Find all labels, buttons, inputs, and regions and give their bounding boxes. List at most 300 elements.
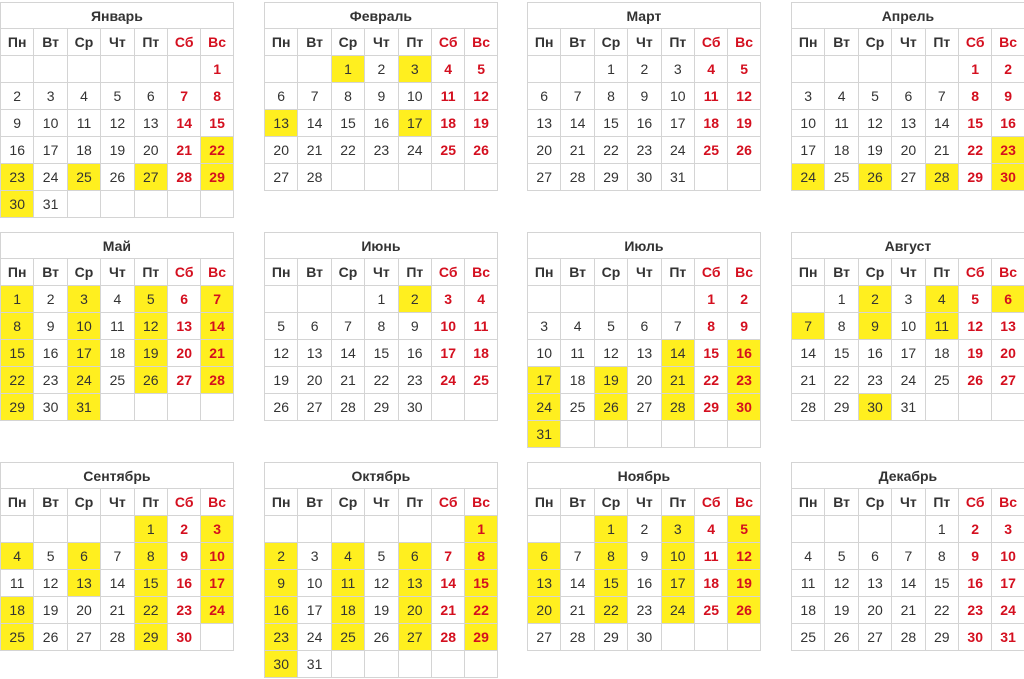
day-cell: 6 [297, 313, 330, 340]
empty-cell [331, 164, 364, 191]
empty-cell [364, 164, 397, 191]
day-cell: 19 [464, 110, 497, 137]
day-cell: 8 [594, 83, 627, 110]
weekday-header: Пт [134, 259, 167, 286]
weekday-header: Вт [824, 29, 857, 56]
empty-cell [627, 286, 660, 313]
day-cell: 17 [67, 340, 100, 367]
day-cell: 31 [661, 164, 694, 191]
day-cell: 5 [464, 56, 497, 83]
month-title: Август [791, 232, 1024, 259]
day-cell: 31 [991, 624, 1024, 651]
day-cell: 18 [331, 597, 364, 624]
month-title: Ноябрь [527, 462, 761, 489]
weekday-header: Сб [167, 259, 200, 286]
day-cell: 22 [824, 367, 857, 394]
day-cell: 23 [33, 367, 66, 394]
day-cell: 5 [264, 313, 297, 340]
day-cell: 15 [0, 340, 33, 367]
day-cell: 11 [0, 570, 33, 597]
day-cell: 7 [560, 83, 593, 110]
weekday-header: Вс [464, 29, 497, 56]
day-cell: 25 [560, 394, 593, 421]
day-cell: 30 [0, 191, 33, 218]
weekday-header: Пн [527, 259, 560, 286]
day-cell: 2 [727, 286, 760, 313]
empty-cell [297, 516, 330, 543]
day-cell: 20 [264, 137, 297, 164]
day-cell: 19 [727, 110, 760, 137]
day-cell: 28 [925, 164, 958, 191]
weekday-header: Чт [627, 489, 660, 516]
day-cell: 15 [824, 340, 857, 367]
weekday-header: Пт [925, 29, 958, 56]
day-cell: 13 [67, 570, 100, 597]
day-cell: 26 [33, 624, 66, 651]
day-cell: 24 [67, 367, 100, 394]
day-cell: 16 [627, 110, 660, 137]
day-cell: 30 [991, 164, 1024, 191]
weekday-header: Вс [464, 489, 497, 516]
empty-cell [200, 191, 233, 218]
day-cell: 28 [167, 164, 200, 191]
day-cell: 14 [560, 570, 593, 597]
day-cell: 15 [200, 110, 233, 137]
weekday-header: Чт [891, 489, 924, 516]
empty-cell [100, 191, 133, 218]
day-cell: 12 [134, 313, 167, 340]
weekday-header: Пт [134, 29, 167, 56]
day-cell: 4 [331, 543, 364, 570]
weekday-header: Чт [891, 259, 924, 286]
weekday-header: Вс [727, 29, 760, 56]
empty-cell [331, 651, 364, 678]
day-cell: 7 [200, 286, 233, 313]
day-cell: 10 [527, 340, 560, 367]
day-cell: 8 [824, 313, 857, 340]
weekday-header: Пн [527, 29, 560, 56]
empty-cell [824, 56, 857, 83]
day-cell: 20 [134, 137, 167, 164]
day-cell: 12 [594, 340, 627, 367]
empty-cell [264, 286, 297, 313]
day-cell: 11 [431, 83, 464, 110]
day-cell: 27 [67, 624, 100, 651]
day-cell: 15 [594, 110, 627, 137]
day-cell: 30 [858, 394, 891, 421]
day-cell: 11 [331, 570, 364, 597]
empty-cell [364, 516, 397, 543]
day-cell: 4 [560, 313, 593, 340]
empty-cell [167, 191, 200, 218]
weekday-header: Пн [0, 489, 33, 516]
day-cell: 23 [858, 367, 891, 394]
empty-cell [958, 394, 991, 421]
day-cell: 22 [464, 597, 497, 624]
day-cell: 22 [134, 597, 167, 624]
weekday-header: Вс [991, 489, 1024, 516]
day-cell: 17 [661, 110, 694, 137]
weekday-header: Вт [560, 29, 593, 56]
day-cell: 30 [264, 651, 297, 678]
day-cell: 4 [791, 543, 824, 570]
day-cell: 9 [398, 313, 431, 340]
day-cell: 27 [527, 624, 560, 651]
weekday-header: Ср [331, 259, 364, 286]
day-cell: 18 [925, 340, 958, 367]
empty-cell [891, 56, 924, 83]
day-cell: 31 [527, 421, 560, 448]
day-cell: 25 [694, 597, 727, 624]
weekday-header: Вт [560, 489, 593, 516]
day-cell: 5 [594, 313, 627, 340]
month-title: Июнь [264, 232, 498, 259]
day-cell: 14 [925, 110, 958, 137]
weekday-header: Вт [824, 259, 857, 286]
day-cell: 7 [167, 83, 200, 110]
day-cell: 25 [331, 624, 364, 651]
day-cell: 9 [858, 313, 891, 340]
day-cell: 11 [694, 543, 727, 570]
day-cell: 21 [891, 597, 924, 624]
month-title: Май [0, 232, 234, 259]
weekday-header: Вс [991, 29, 1024, 56]
day-cell: 19 [100, 137, 133, 164]
day-cell: 20 [67, 597, 100, 624]
day-cell: 20 [297, 367, 330, 394]
empty-cell [200, 624, 233, 651]
day-cell: 28 [791, 394, 824, 421]
day-cell: 8 [134, 543, 167, 570]
day-cell: 24 [527, 394, 560, 421]
day-cell: 2 [858, 286, 891, 313]
day-cell: 12 [464, 83, 497, 110]
day-cell: 4 [694, 516, 727, 543]
day-cell: 3 [791, 83, 824, 110]
day-cell: 26 [824, 624, 857, 651]
weekday-header: Пн [791, 489, 824, 516]
empty-cell [100, 394, 133, 421]
day-cell: 2 [364, 56, 397, 83]
day-cell: 18 [791, 597, 824, 624]
day-cell: 11 [694, 83, 727, 110]
empty-cell [694, 624, 727, 651]
day-cell: 7 [100, 543, 133, 570]
empty-cell [134, 56, 167, 83]
day-cell: 15 [694, 340, 727, 367]
day-cell: 5 [727, 56, 760, 83]
empty-cell [134, 191, 167, 218]
day-cell: 8 [200, 83, 233, 110]
day-cell: 20 [991, 340, 1024, 367]
day-cell: 28 [431, 624, 464, 651]
day-cell: 18 [464, 340, 497, 367]
empty-cell [398, 164, 431, 191]
day-cell: 14 [661, 340, 694, 367]
weekday-header: Сб [167, 29, 200, 56]
weekday-header: Ср [594, 29, 627, 56]
day-cell: 4 [824, 83, 857, 110]
day-cell: 10 [67, 313, 100, 340]
day-cell: 19 [727, 570, 760, 597]
weekday-header: Сб [958, 259, 991, 286]
day-cell: 3 [661, 56, 694, 83]
day-cell: 14 [891, 570, 924, 597]
day-cell: 9 [627, 83, 660, 110]
day-cell: 8 [0, 313, 33, 340]
month-title: Апрель [791, 2, 1024, 29]
weekday-header: Чт [891, 29, 924, 56]
day-cell: 2 [958, 516, 991, 543]
day-cell: 2 [33, 286, 66, 313]
day-cell: 26 [958, 367, 991, 394]
day-cell: 23 [627, 597, 660, 624]
weekday-header: Пт [398, 29, 431, 56]
day-cell: 30 [727, 394, 760, 421]
weekday-header: Чт [627, 259, 660, 286]
empty-cell [0, 56, 33, 83]
day-cell: 28 [200, 367, 233, 394]
day-cell: 13 [527, 110, 560, 137]
day-cell: 12 [824, 570, 857, 597]
day-cell: 29 [134, 624, 167, 651]
day-cell: 30 [627, 624, 660, 651]
empty-cell [560, 421, 593, 448]
empty-cell [925, 394, 958, 421]
day-cell: 21 [431, 597, 464, 624]
day-cell: 29 [694, 394, 727, 421]
weekday-header: Сб [958, 29, 991, 56]
day-cell: 16 [364, 110, 397, 137]
day-cell: 8 [694, 313, 727, 340]
weekday-header: Сб [694, 29, 727, 56]
day-cell: 2 [627, 516, 660, 543]
day-cell: 23 [398, 367, 431, 394]
day-cell: 12 [858, 110, 891, 137]
weekday-header: Вс [991, 259, 1024, 286]
month-title: Сентябрь [0, 462, 234, 489]
empty-cell [33, 516, 66, 543]
day-cell: 20 [167, 340, 200, 367]
day-cell: 6 [527, 543, 560, 570]
day-cell: 18 [431, 110, 464, 137]
empty-cell [727, 164, 760, 191]
weekday-header: Чт [100, 259, 133, 286]
empty-cell [727, 421, 760, 448]
day-cell: 7 [791, 313, 824, 340]
day-cell: 15 [331, 110, 364, 137]
day-cell: 8 [364, 313, 397, 340]
day-cell: 26 [858, 164, 891, 191]
day-cell: 24 [891, 367, 924, 394]
day-cell: 1 [464, 516, 497, 543]
empty-cell [67, 56, 100, 83]
day-cell: 28 [297, 164, 330, 191]
day-cell: 12 [100, 110, 133, 137]
day-cell: 1 [200, 56, 233, 83]
day-cell: 21 [791, 367, 824, 394]
day-cell: 22 [694, 367, 727, 394]
day-cell: 14 [791, 340, 824, 367]
day-cell: 1 [331, 56, 364, 83]
day-cell: 19 [594, 367, 627, 394]
day-cell: 29 [0, 394, 33, 421]
empty-cell [134, 394, 167, 421]
empty-cell [33, 56, 66, 83]
empty-cell [560, 516, 593, 543]
day-cell: 20 [527, 137, 560, 164]
empty-cell [527, 56, 560, 83]
weekday-header: Сб [431, 29, 464, 56]
day-cell: 15 [925, 570, 958, 597]
day-cell: 11 [464, 313, 497, 340]
day-cell: 7 [661, 313, 694, 340]
day-cell: 28 [560, 164, 593, 191]
day-cell: 1 [364, 286, 397, 313]
day-cell: 11 [560, 340, 593, 367]
day-cell: 18 [67, 137, 100, 164]
day-cell: 26 [727, 597, 760, 624]
weekday-header: Ср [594, 489, 627, 516]
day-cell: 9 [364, 83, 397, 110]
empty-cell [431, 651, 464, 678]
day-cell: 21 [661, 367, 694, 394]
day-cell: 10 [297, 570, 330, 597]
day-cell: 7 [925, 83, 958, 110]
month-title: Декабрь [791, 462, 1024, 489]
day-cell: 3 [527, 313, 560, 340]
day-cell: 23 [167, 597, 200, 624]
day-cell: 3 [891, 286, 924, 313]
weekday-header: Вс [464, 259, 497, 286]
day-cell: 9 [167, 543, 200, 570]
weekday-header: Пт [661, 489, 694, 516]
day-cell: 18 [824, 137, 857, 164]
empty-cell [594, 286, 627, 313]
day-cell: 8 [925, 543, 958, 570]
day-cell: 26 [594, 394, 627, 421]
weekday-header: Чт [627, 29, 660, 56]
day-cell: 27 [297, 394, 330, 421]
day-cell: 15 [958, 110, 991, 137]
empty-cell [297, 56, 330, 83]
day-cell: 16 [398, 340, 431, 367]
day-cell: 13 [527, 570, 560, 597]
day-cell: 3 [991, 516, 1024, 543]
day-cell: 19 [824, 597, 857, 624]
empty-cell [661, 421, 694, 448]
weekday-header: Вс [200, 259, 233, 286]
day-cell: 4 [431, 56, 464, 83]
empty-cell [594, 421, 627, 448]
day-cell: 25 [67, 164, 100, 191]
day-cell: 5 [824, 543, 857, 570]
day-cell: 3 [398, 56, 431, 83]
day-cell: 26 [264, 394, 297, 421]
day-cell: 5 [100, 83, 133, 110]
empty-cell [694, 164, 727, 191]
day-cell: 1 [824, 286, 857, 313]
day-cell: 26 [364, 624, 397, 651]
day-cell: 16 [858, 340, 891, 367]
day-cell: 3 [67, 286, 100, 313]
day-cell: 13 [167, 313, 200, 340]
weekday-header: Ср [67, 29, 100, 56]
day-cell: 23 [264, 624, 297, 651]
day-cell: 9 [264, 570, 297, 597]
day-cell: 28 [891, 624, 924, 651]
empty-cell [431, 516, 464, 543]
day-cell: 16 [627, 570, 660, 597]
day-cell: 14 [431, 570, 464, 597]
weekday-header: Чт [364, 259, 397, 286]
day-cell: 5 [958, 286, 991, 313]
day-cell: 25 [464, 367, 497, 394]
day-cell: 17 [431, 340, 464, 367]
weekday-header: Ср [67, 489, 100, 516]
day-cell: 17 [200, 570, 233, 597]
day-cell: 31 [67, 394, 100, 421]
weekday-header: Чт [364, 29, 397, 56]
day-cell: 1 [594, 56, 627, 83]
weekday-header: Вт [297, 489, 330, 516]
empty-cell [200, 394, 233, 421]
day-cell: 22 [200, 137, 233, 164]
day-cell: 8 [594, 543, 627, 570]
day-cell: 19 [364, 597, 397, 624]
day-cell: 14 [331, 340, 364, 367]
day-cell: 30 [627, 164, 660, 191]
day-cell: 15 [134, 570, 167, 597]
day-cell: 2 [167, 516, 200, 543]
day-cell: 3 [297, 543, 330, 570]
empty-cell [925, 56, 958, 83]
empty-cell [824, 516, 857, 543]
day-cell: 25 [925, 367, 958, 394]
day-cell: 29 [594, 624, 627, 651]
day-cell: 1 [134, 516, 167, 543]
empty-cell [791, 286, 824, 313]
day-cell: 31 [33, 191, 66, 218]
empty-cell [464, 164, 497, 191]
day-cell: 26 [464, 137, 497, 164]
day-cell: 29 [958, 164, 991, 191]
weekday-header: Вс [200, 29, 233, 56]
day-cell: 28 [661, 394, 694, 421]
day-cell: 20 [891, 137, 924, 164]
day-cell: 6 [264, 83, 297, 110]
day-cell: 18 [100, 340, 133, 367]
day-cell: 6 [527, 83, 560, 110]
day-cell: 27 [398, 624, 431, 651]
day-cell: 1 [925, 516, 958, 543]
day-cell: 16 [991, 110, 1024, 137]
day-cell: 29 [464, 624, 497, 651]
weekday-header: Чт [100, 489, 133, 516]
day-cell: 7 [331, 313, 364, 340]
day-cell: 23 [364, 137, 397, 164]
day-cell: 26 [727, 137, 760, 164]
weekday-header: Сб [694, 259, 727, 286]
day-cell: 24 [791, 164, 824, 191]
day-cell: 7 [891, 543, 924, 570]
day-cell: 24 [991, 597, 1024, 624]
day-cell: 4 [67, 83, 100, 110]
day-cell: 3 [200, 516, 233, 543]
day-cell: 5 [134, 286, 167, 313]
day-cell: 17 [991, 570, 1024, 597]
day-cell: 22 [364, 367, 397, 394]
